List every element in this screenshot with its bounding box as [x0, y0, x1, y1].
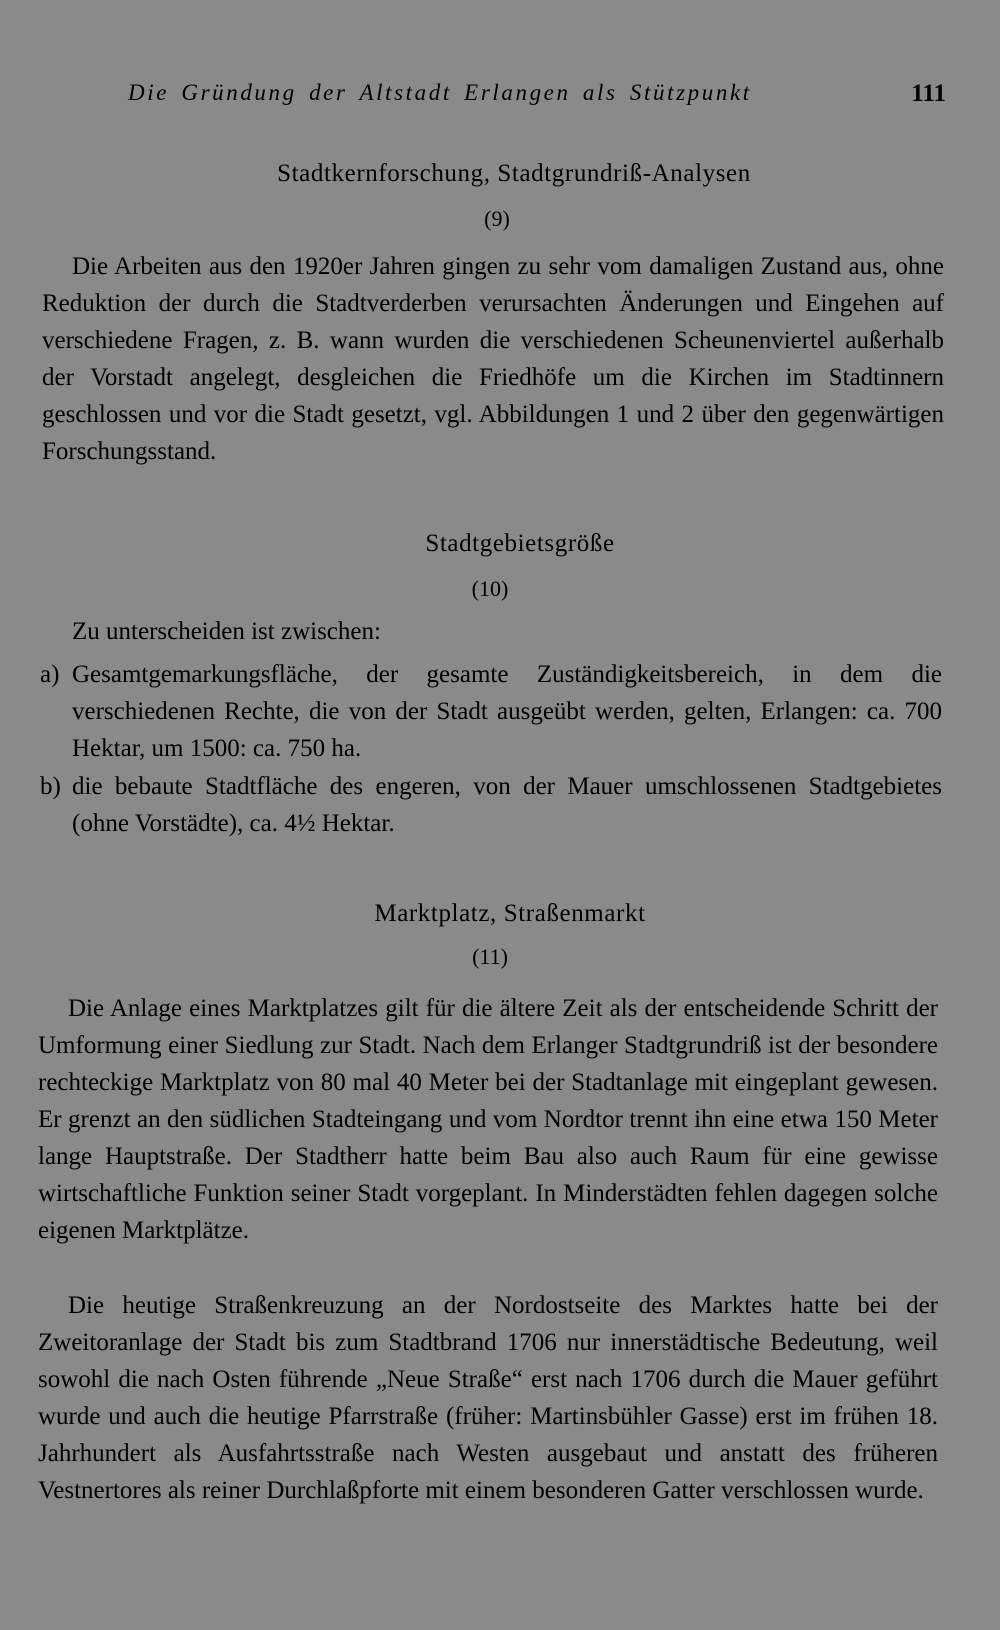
list-marker: b) — [40, 773, 61, 800]
section-number: (10) — [471, 576, 509, 601]
section-number: (11) — [472, 944, 508, 969]
paragraph: Die Anlage eines Marktplatzes gilt für die ältere Zeit als der entscheidende Schritt der Umformung einer Siedlung zur Stadt. Nach dem Erlanger Stadtgrundriß ist der besondere rechteckige Marktplatz von 80 mal 40 Meter bei der Stadtanlage mit eingeplant gewesen. Er grenzt an den südlichen Stadteingang und vom Nordtor trennt ihn eine etwa 150 Meter lange Hauptstraße. Der Stadtherr hatte beim Bau also auch Raum für eine gewisse wirtschaftliche Funktion seiner Stadt vorgeplant. In Minderstädten fehlen dagegen solche eigenen Marktplätze. — [38, 995, 938, 1244]
page-number: 111 — [911, 80, 946, 107]
section-heading: Stadtgebietsgröße — [425, 530, 615, 557]
section-number: (9) — [484, 206, 510, 231]
list-item-text: die bebaute Stadtfläche des engeren, von der Mauer umschlossenen Stadtgebietes (ohne Vorstädte), ca. 4½ Hektar. — [72, 773, 942, 837]
paragraph: Die Arbeiten aus den 1920er Jahren gingen zu sehr vom damaligen Zustand aus, ohne Reduktion der durch die Stadtverderben verursachten Änderungen und Eingehen auf verschiedene Fragen, z. B. wann wurden die verschiedenen Scheunenviertel außerhalb der Vorstadt angelegt, desgleichen die Friedhöfe um die Kirchen im Stadtinnern geschlossen und vor die Stadt gesetzt, vgl. Abbildungen 1 und 2 über den gegenwärtigen Forschungsstand. — [42, 253, 944, 465]
list-item — [40, 656, 942, 767]
page-header — [128, 80, 946, 114]
list-item — [40, 768, 942, 842]
running-head: Die Gründung der Altstadt Erlangen als Stützpunkt — [128, 80, 752, 105]
section-heading: Stadtkernforschung, Stadtgrundriß-Analysen — [277, 160, 751, 187]
list-intro: Zu unterscheiden ist zwischen: — [72, 618, 381, 645]
section-heading: Marktplatz, Straßenmarkt — [374, 900, 646, 927]
list-item-text: Gesamtgemarkungsfläche, der gesamte Zuständigkeitsbereich, in dem die verschiedenen Rechte, die von der Stadt ausgeübt werden, gelten, Erlangen: ca. 700 Hektar, um 1500: ca. 750 ha. — [72, 661, 942, 762]
paragraph: Die heutige Straßenkreuzung an der Nordostseite des Marktes hatte bei der Zweitoranlage der Stadt bis zum Stadtbrand 1706 nur innerstädtische Bedeutung, weil sowohl die nach Osten führende „Neue Straße“ erst nach 1706 durch die Mauer geführt wurde und auch die heutige Pfarrstraße (früher: Martinsbühler Gasse) erst im frühen 18. Jahrhundert als Ausfahrtsstraße nach Westen ausgebaut und anstatt des früheren Vestnertores als reiner Durchlaßpforte mit einem besonderen Gatter verschlossen wurde. — [38, 1292, 938, 1504]
list-marker: a) — [40, 661, 60, 688]
